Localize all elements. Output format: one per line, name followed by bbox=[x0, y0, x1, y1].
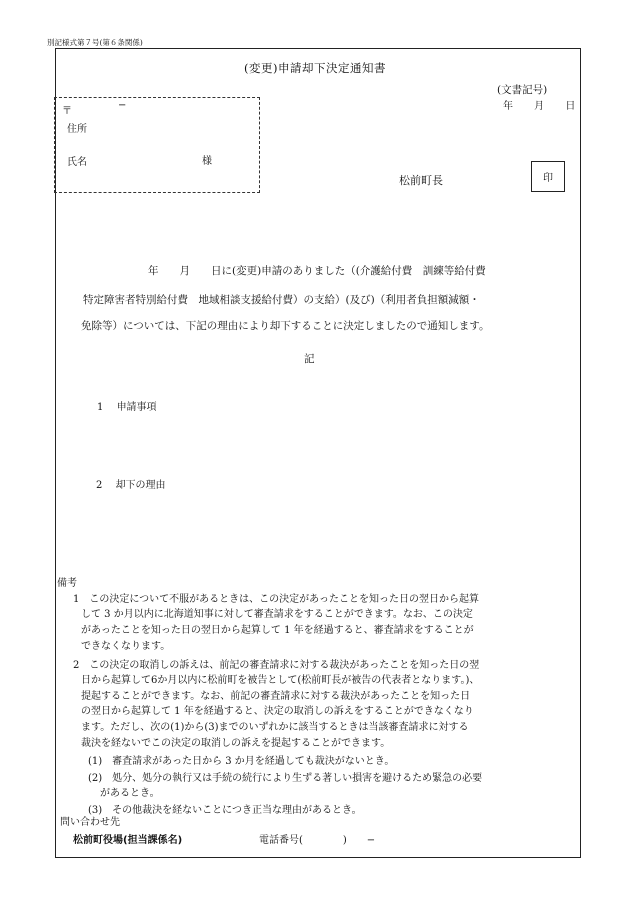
honorific: 様 bbox=[202, 156, 212, 167]
postal-mark: 〒 bbox=[62, 106, 72, 117]
note-line: 提起することができます。なお、前記の審査請求に対する裁決があったことを知った日 bbox=[81, 691, 471, 702]
item-label: 申請事項 bbox=[116, 402, 157, 413]
note-line: (2) 処分、処分の執行又は手続の続行により生ずる著しい損害を避けるため緊急の必要 bbox=[88, 773, 483, 784]
note-line: できなくなります。 bbox=[81, 641, 171, 652]
note-line: があったことを知った日の翌日から起算して 1 年を経過すると、審査請求をすることが bbox=[81, 625, 474, 636]
remarks-heading: 備考 bbox=[57, 578, 77, 589]
note-line: 1 この決定について不服があるときは、この決定があったことを知った日の翌日から起算 bbox=[73, 594, 480, 605]
note-line: (3) その他裁決を経ないことにつき正当な理由があるとき。 bbox=[88, 805, 362, 816]
address-box bbox=[54, 97, 260, 193]
issue-date: 年 月 日 bbox=[503, 101, 585, 112]
document-title: (変更)申請却下決定通知書 bbox=[244, 61, 386, 75]
item-number: 2 bbox=[96, 480, 103, 491]
contact-label: 問い合わせ先 bbox=[60, 817, 120, 828]
issuer-name: 松前町長 bbox=[399, 174, 443, 187]
ki-heading: 記 bbox=[304, 353, 315, 365]
note-line: (1) 審査請求があった日から 3 か月を経過しても裁決がないとき。 bbox=[88, 756, 395, 767]
note-line: があるとき。 bbox=[100, 788, 160, 799]
office-name: 松前町役場(担当課係名) bbox=[73, 835, 183, 846]
note-line: して 3 か月以内に北海道知事に対して審査請求をすることができます。なお、この決定 bbox=[81, 609, 473, 620]
form-number: 別記様式第７号(第６条関係) bbox=[47, 38, 143, 47]
document-number: (文書記号) bbox=[497, 84, 548, 96]
note-line: 裁決を経ないでこの決定の取消しの訴えを提起することができます。 bbox=[81, 738, 391, 749]
item-application bbox=[97, 398, 157, 413]
body-line-2: 特定障害者特別給付費 地域相談支援給付費）の支給）(及び)（利用者負担額減額・ bbox=[83, 294, 480, 306]
name-label: 氏名 bbox=[67, 157, 87, 168]
note-line: ます。ただし、次の(1)から(3)までのいずれかに該当するときは当該審査請求に対する bbox=[81, 722, 469, 733]
address-label: 住所 bbox=[67, 124, 87, 135]
item-label: 却下の理由 bbox=[115, 480, 166, 491]
seal-box bbox=[531, 161, 565, 192]
body-line-3: 免除等）については、下記の理由により却下することに決定しましたので通知します。 bbox=[81, 320, 490, 332]
postal-dash: − bbox=[118, 100, 127, 111]
note-line: の翌日から起算して 1 年を経過すると、決定の取消しの訴えをすることができなくなり bbox=[81, 706, 474, 717]
note-line: 2 この決定の取消しの訴えは、前記の審査請求に対する裁決があったことを知った日の翌 bbox=[73, 660, 480, 671]
item-reason bbox=[96, 476, 166, 491]
body-line-1: 年 月 日に(変更)申請のありました（(介護給付費 訓練等給付費 bbox=[148, 265, 486, 277]
seal-label: 印 bbox=[543, 173, 553, 184]
note-line: 日から起算して6か月以内に松前町を被告として(松前町長が被告の代表者となります。)、 bbox=[81, 675, 480, 686]
item-number: 1 bbox=[97, 402, 104, 413]
phone-number: 電話番号( ) − bbox=[259, 835, 376, 846]
